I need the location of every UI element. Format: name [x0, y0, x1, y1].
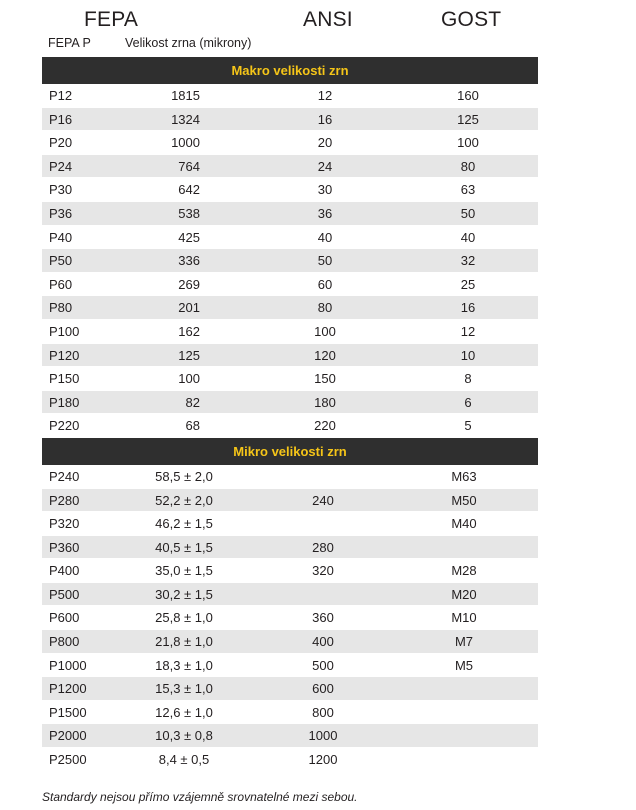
- cell-grain-size: 425: [178, 229, 200, 245]
- cell-ansi-grit: 220: [314, 418, 336, 434]
- cell-fepa-grit: P60: [49, 276, 73, 292]
- cell-ansi-grit: 100: [314, 323, 336, 339]
- cell-grain-size: 40,5 ± 1,5: [155, 539, 213, 555]
- cell-gost-grit: 40: [460, 229, 476, 245]
- cell-grain-size: 10,3 ± 0,8: [155, 728, 213, 744]
- cell-fepa-grit: P1200: [49, 681, 87, 697]
- cell-grain-size: 1815: [171, 88, 200, 103]
- cell-gost-grit: M40: [451, 516, 477, 532]
- cell-grain-size: 35,0 ± 1,5: [155, 563, 213, 579]
- section-header-macro: Makro velikosti zrn: [42, 57, 538, 84]
- cell-fepa-grit: P36: [49, 205, 73, 221]
- cell-gost-grit: M7: [454, 634, 474, 650]
- cell-fepa-grit: P360: [49, 539, 80, 555]
- subheader-fepa-p: FEPA P: [48, 36, 91, 50]
- cell-fepa-grit: P150: [49, 371, 80, 387]
- macro-rows: [42, 84, 538, 438]
- cell-gost-grit: M10: [451, 610, 477, 626]
- cell-gost-grit: 12: [460, 323, 476, 339]
- cell-ansi-grit: 80: [317, 300, 333, 316]
- cell-ansi-grit: 180: [314, 394, 336, 410]
- table-row: [42, 391, 538, 415]
- cell-ansi-grit: 800: [312, 704, 334, 720]
- cell-grain-size: 336: [178, 253, 200, 269]
- cell-fepa-grit: P16: [49, 111, 73, 127]
- table-row: [42, 108, 538, 132]
- cell-fepa-grit: P40: [49, 229, 73, 245]
- header-ansi: ANSI: [303, 8, 353, 31]
- cell-ansi-grit: 400: [312, 634, 334, 650]
- table-row: [42, 489, 538, 513]
- cell-ansi-grit: 12: [317, 88, 333, 103]
- cell-fepa-grit: P12: [49, 88, 73, 103]
- table-row: [42, 512, 538, 536]
- cell-ansi-grit: 40: [317, 229, 333, 245]
- cell-ansi-grit: 320: [312, 563, 334, 579]
- cell-fepa-grit: P1500: [49, 704, 87, 720]
- subheader-grain-size: Velikost zrna (mikrony): [125, 36, 252, 50]
- cell-grain-size: 1324: [171, 111, 200, 127]
- cell-gost-grit: 160: [457, 88, 479, 103]
- cell-grain-size: 46,2 ± 1,5: [155, 516, 213, 532]
- cell-ansi-grit: 30: [317, 182, 333, 198]
- table-row: [42, 465, 538, 489]
- table-row: [42, 178, 538, 202]
- cell-ansi-grit: 600: [312, 681, 334, 697]
- table-row: [42, 414, 538, 438]
- cell-grain-size: 82: [185, 394, 200, 410]
- cell-grain-size: 52,2 ± 2,0: [155, 492, 213, 508]
- cell-fepa-grit: P220: [49, 418, 80, 434]
- table-row: [42, 296, 538, 320]
- table-row: [42, 131, 538, 155]
- table-row: [42, 559, 538, 583]
- cell-grain-size: 1000: [171, 135, 200, 151]
- cell-gost-grit: 50: [460, 205, 476, 221]
- cell-fepa-grit: P80: [49, 300, 73, 316]
- header-gost: GOST: [441, 8, 502, 31]
- cell-ansi-grit: 120: [314, 347, 336, 363]
- cell-fepa-grit: P100: [49, 323, 80, 339]
- table-row: [42, 701, 538, 725]
- cell-ansi-grit: 24: [317, 158, 333, 174]
- table-row: [42, 226, 538, 250]
- cell-fepa-grit: P320: [49, 516, 80, 532]
- cell-ansi-grit: 1200: [308, 752, 338, 768]
- cell-fepa-grit: P800: [49, 634, 80, 650]
- cell-grain-size: 58,5 ± 2,0: [155, 468, 213, 484]
- cell-grain-size: 642: [178, 182, 200, 198]
- cell-ansi-grit: 50: [317, 253, 333, 269]
- table-row: [42, 748, 538, 772]
- cell-ansi-grit: 20: [317, 135, 333, 151]
- grit-comparison-table: [42, 57, 538, 772]
- cell-fepa-grit: P30: [49, 182, 73, 198]
- cell-grain-size: 125: [178, 347, 200, 363]
- footnote: Standardy nejsou přímo vzájemně srovnatelné mezi sebou.: [42, 790, 358, 804]
- cell-ansi-grit: 240: [312, 492, 334, 508]
- table-row: [42, 630, 538, 654]
- cell-gost-grit: M28: [451, 563, 477, 579]
- cell-fepa-grit: P24: [49, 158, 73, 174]
- cell-ansi-grit: 1000: [308, 728, 338, 744]
- table-row: [42, 344, 538, 368]
- cell-ansi-grit: 150: [314, 371, 336, 387]
- cell-ansi-grit: 60: [317, 276, 333, 292]
- cell-grain-size: 269: [178, 276, 200, 292]
- cell-gost-grit: 100: [457, 135, 479, 151]
- cell-ansi-grit: 360: [312, 610, 334, 626]
- cell-grain-size: 21,8 ± 1,0: [155, 634, 213, 650]
- table-row: [42, 367, 538, 391]
- cell-gost-grit: 6: [464, 394, 472, 410]
- table-row: [42, 273, 538, 297]
- cell-fepa-grit: P280: [49, 492, 80, 508]
- cell-grain-size: 68: [185, 418, 200, 434]
- micro-rows: [42, 465, 538, 772]
- table-row: [42, 320, 538, 344]
- cell-fepa-grit: P50: [49, 253, 73, 269]
- cell-grain-size: 18,3 ± 1,0: [155, 657, 213, 673]
- cell-fepa-grit: P500: [49, 586, 80, 602]
- cell-fepa-grit: P400: [49, 563, 80, 579]
- cell-gost-grit: 8: [464, 371, 472, 387]
- cell-gost-grit: 25: [460, 276, 476, 292]
- cell-grain-size: 100: [178, 371, 200, 387]
- table-row: [42, 724, 538, 748]
- cell-fepa-grit: P20: [49, 135, 73, 151]
- cell-gost-grit: M20: [451, 586, 477, 602]
- table-row: [42, 155, 538, 179]
- cell-gost-grit: 32: [460, 253, 476, 269]
- cell-grain-size: 15,3 ± 1,0: [155, 681, 213, 697]
- table-row: [42, 536, 538, 560]
- cell-gost-grit: 125: [457, 111, 479, 127]
- table-row: [42, 202, 538, 226]
- cell-gost-grit: 63: [460, 182, 476, 198]
- cell-grain-size: 538: [178, 205, 200, 221]
- cell-gost-grit: 5: [464, 418, 472, 434]
- cell-ansi-grit: 500: [312, 657, 334, 673]
- cell-grain-size: 162: [178, 323, 200, 339]
- cell-grain-size: 8,4 ± 0,5: [158, 752, 210, 768]
- cell-gost-grit: M5: [454, 657, 474, 673]
- cell-grain-size: 201: [178, 300, 200, 316]
- section-header-micro: Mikro velikosti zrn: [42, 438, 538, 465]
- table-row: [42, 606, 538, 630]
- cell-gost-grit: 80: [460, 158, 476, 174]
- table-row: [42, 249, 538, 273]
- cell-gost-grit: 16: [460, 300, 476, 316]
- table-row: [42, 654, 538, 678]
- cell-fepa-grit: P2000: [49, 728, 87, 744]
- cell-gost-grit: 10: [460, 347, 476, 363]
- table-row: [42, 677, 538, 701]
- cell-fepa-grit: P120: [49, 347, 80, 363]
- table-row: [42, 583, 538, 607]
- cell-fepa-grit: P180: [49, 394, 80, 410]
- header-fepa: FEPA: [84, 8, 139, 31]
- cell-fepa-grit: P2500: [49, 752, 87, 768]
- cell-gost-grit: M50: [451, 492, 477, 508]
- cell-ansi-grit: 16: [317, 111, 333, 127]
- cell-ansi-grit: 280: [312, 539, 334, 555]
- cell-fepa-grit: P240: [49, 468, 80, 484]
- table-row: [42, 84, 538, 108]
- cell-grain-size: 12,6 ± 1,0: [155, 704, 213, 720]
- cell-fepa-grit: P1000: [49, 657, 87, 673]
- cell-ansi-grit: 36: [317, 205, 333, 221]
- cell-fepa-grit: P600: [49, 610, 80, 626]
- cell-grain-size: 25,8 ± 1,0: [155, 610, 213, 626]
- cell-grain-size: 764: [178, 158, 200, 174]
- cell-gost-grit: M63: [451, 468, 477, 484]
- cell-grain-size: 30,2 ± 1,5: [155, 586, 213, 602]
